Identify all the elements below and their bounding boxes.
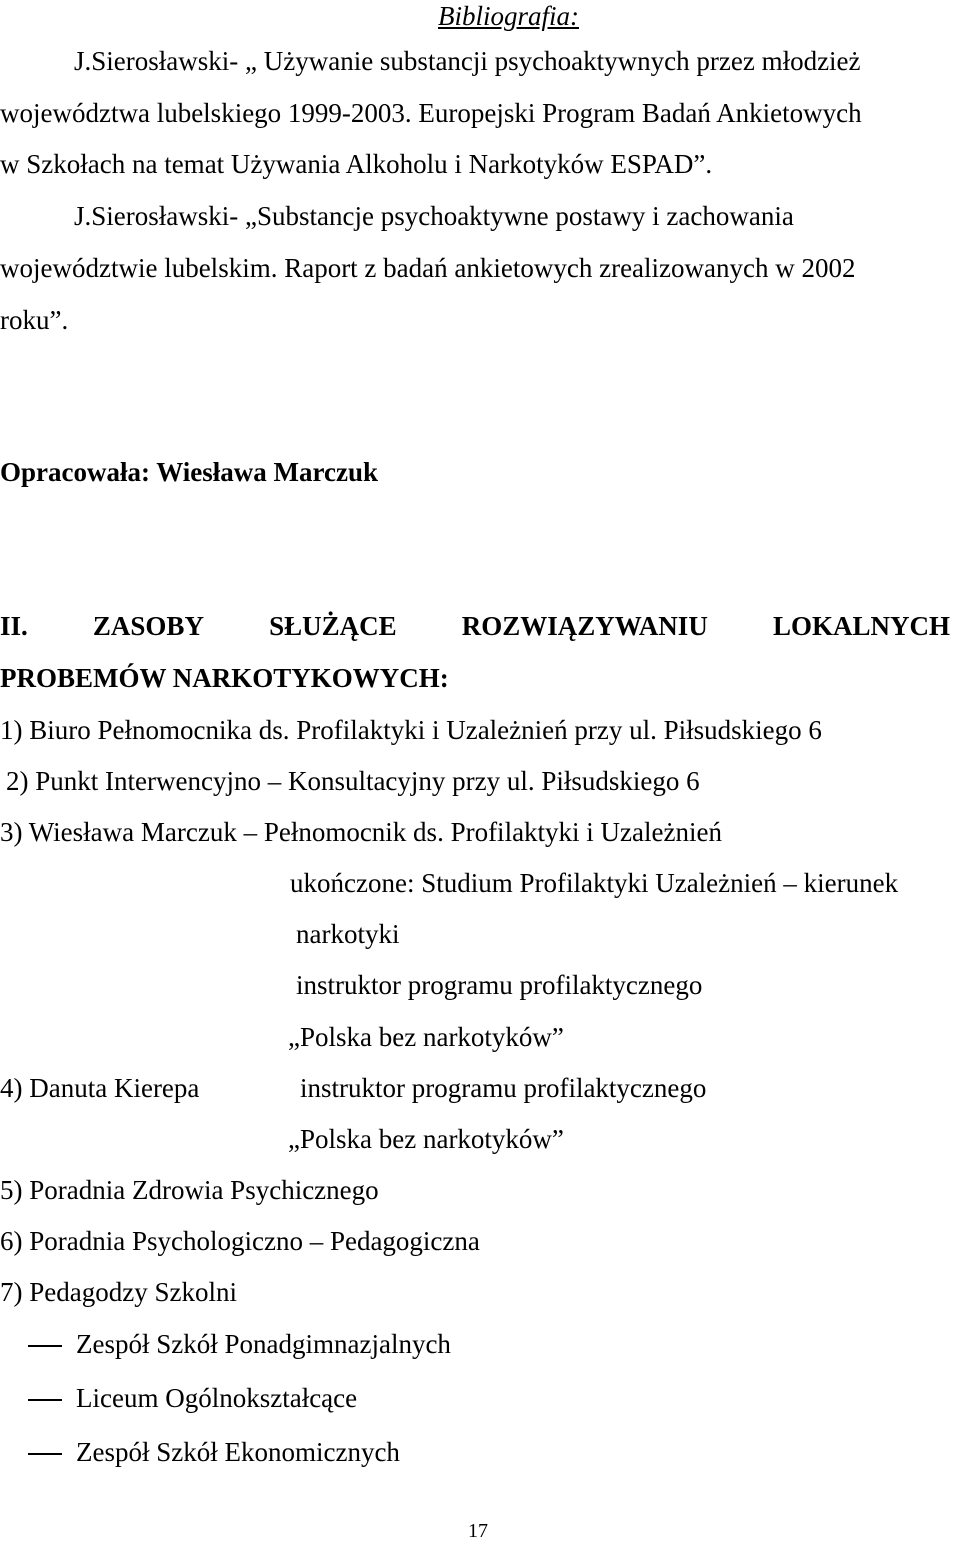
list-item-6: 6) Poradnia Psychologiczno – Pedagogiczna [0, 1226, 480, 1256]
section-heading-word: LOKALNYCH [772, 611, 950, 641]
sub-list-item: Zespół Szkół Ekonomicznych [76, 1437, 400, 1467]
author-line: Opracowała: Wiesława Marczuk [0, 457, 378, 487]
list-item-3-detail: instruktor programu profilaktycznego [296, 970, 703, 1000]
dash-bullet-icon [28, 1345, 62, 1347]
list-item-3-detail: narkotyki [296, 919, 400, 949]
list-item-4: 4) Danuta Kierepa [0, 1073, 200, 1103]
list-item-5: 5) Poradnia Zdrowia Psychicznego [0, 1175, 379, 1205]
section-heading-word: ZASOBY [92, 611, 204, 641]
bib-entry-2-line-1: J.Sierosławski- „Substancje psychoaktywne postawy i zachowania [74, 201, 794, 231]
list-item-3-detail: ukończone: Studium Profilaktyki Uzależnień – kierunek [290, 868, 899, 898]
list-item-4-detail: „Polska bez narkotyków” [288, 1124, 564, 1154]
dash-bullet-icon [28, 1453, 62, 1455]
bib-entry-1-line-1: J.Sierosławski- „ Używanie substancji psychoaktywnych przez młodzież [74, 46, 861, 76]
section-heading-line-2: PROBEMÓW NARKOTYKOWYCH: [0, 663, 449, 693]
sub-list-item: Zespół Szkół Ponadgimnazjalnych [76, 1329, 451, 1359]
dash-bullet-icon [28, 1399, 62, 1401]
list-item-1: 1) Biuro Pełnomocnika ds. Profilaktyki i Uzależnień przy ul. Piłsudskiego 6 [0, 715, 822, 745]
page-number: 17 [468, 1520, 488, 1542]
bibliography-heading: Bibliografia: [438, 1, 579, 31]
bib-entry-2-line-3: roku”. [0, 305, 69, 335]
list-item-7: 7) Pedagodzy Szkolni [0, 1277, 237, 1307]
section-heading-word: SŁUŻĄCE [269, 611, 397, 641]
list-item-3: 3) Wiesława Marczuk – Pełnomocnik ds. Profilaktyki i Uzależnień [0, 817, 722, 847]
bib-entry-2-line-2: województwie lubelskim. Raport z badań ankietowych zrealizowanych w 2002 [0, 253, 856, 283]
list-item-3-detail: „Polska bez narkotyków” [288, 1022, 564, 1052]
section-heading [0, 610, 950, 642]
list-item-2: 2) Punkt Interwencyjno – Konsultacyjny przy ul. Piłsudskiego 6 [6, 766, 700, 796]
section-heading-word: ROZWIĄZYWANIU [461, 611, 708, 641]
list-item-4-detail: instruktor programu profilaktycznego [300, 1073, 707, 1103]
bib-entry-1-line-3: w Szkołach na temat Używania Alkoholu i Narkotyków ESPAD”. [0, 149, 713, 179]
section-heading-word: II. [0, 611, 28, 641]
bib-entry-1-line-2: województwa lubelskiego 1999-2003. Europejski Program Badań Ankietowych [0, 98, 862, 128]
sub-list-item: Liceum Ogólnokształcące [76, 1383, 358, 1413]
